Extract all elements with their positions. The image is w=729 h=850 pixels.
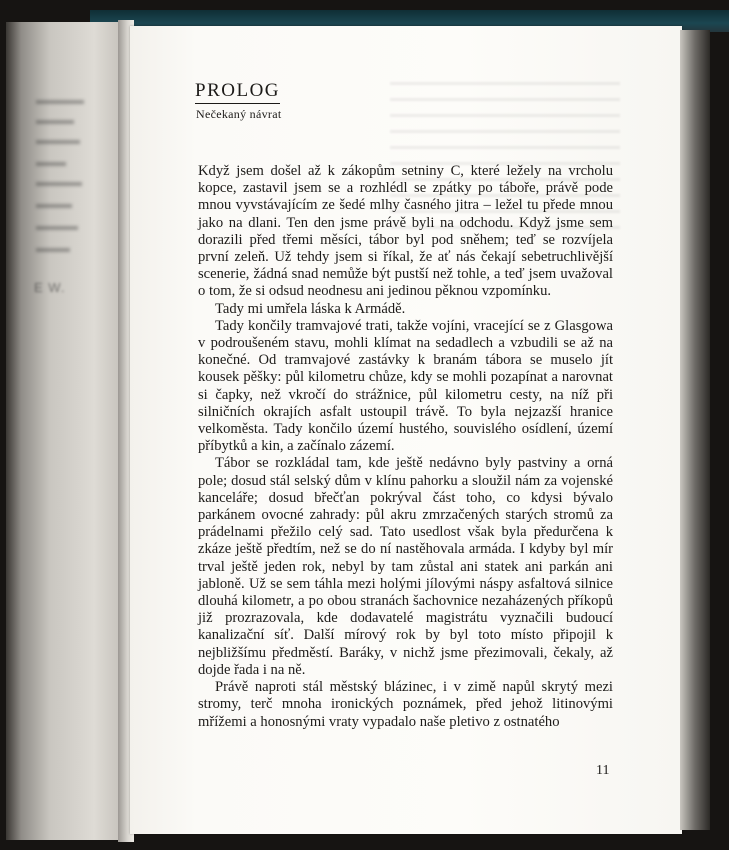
page-edge-shadow <box>680 30 710 830</box>
left-page-partial-text: E W. <box>34 280 66 295</box>
page-number: 11 <box>596 763 610 778</box>
paragraph-1: Když jsem došel až k zákopům setniny C, které ležely na vrcholu kopce, zastavil jsem se a rozhlédl se zpátky po táboře, právě pode mnou vyvstávajícím ze šedé mlhy časného jitra – ležel tu přede mnou jako na dlani. Ten den jsme právě byli na odchodu. Když jsme sem dorazili před třemi měsíci, tábor byl pod sněhem; teď se rozvíjela první zeleň. Už tehdy jsem si říkal, že ať nás čekají sebetruchlivější scenerie, žádná snad nemůže být pustší než tohle, a teď jsem uvažoval o tom, že si odsud neodnesu ani jedinou pěknou vzpomínku. <box>198 163 613 300</box>
left-page-fragment <box>6 22 132 840</box>
body-text <box>198 163 613 731</box>
paragraph-2: Tady mi umřela láska k Armádě. <box>215 300 406 317</box>
chapter-subtitle: Nečekaný návrat <box>196 107 282 121</box>
paragraph-4: Tábor se rozkládal tam, kde ještě nedávno byly pastviny a orná pole; dosud stál selský dům v klínu pahorku a sloužil nám za vojenské kanceláře; dosud břečťan pokrýval část toho, co kdysi bývalo parkánem ovocné zahrady: půl akru zmrzačených starých stromů za prádelnami přežilo celý sad. Tato usedlost však byla předurčena k zkáze ještě předtím, než se do ní nastěhovala armáda. I kdyby byl mír trval ještě jeden rok, nebyl by tam zůstal ani statek ani parkán ani jabloně. Už se sem táhla mezi holými jílovými náspy asfaltová silnice dlouhá kilometr, a po obou stranách šachovnice nezaházených příkopů již prozrazovala, kde dodavatelé magistrátu vyznačili budoucí kanalizační síť. Další mírový rok by byl toto místo připojil k nejbližšímu předměstí. Baráky, v nichž jsme přezimovali, čekaly, až dojde řada i na ně. <box>198 455 613 678</box>
chapter-title: PROLOG <box>195 80 280 104</box>
paragraph-3: Tady končily tramvajové trati, takže vojíni, vracející se z Glasgowa v podroušeném stavu, mohli klímat na sedadlech a vzbudili se až na konečné. Od tramvajové zastávky k branám tábora se muselo jít kousek pěšky: půl kilometru chůze, kdy se mohli pozapínat a narovnat si čapky, než vkročí do strážnice, půl kilometru cesty, na níž při silničních okrajích asfalt ustoupil trávě. To byla nejzazší hranice velkoměsta. Tady končilo území hustého, souvislého osídlení, území příbytků a kin, a začínalo zázemí. <box>198 317 613 455</box>
paragraph-5: Právě naproti stál městský blázinec, i v zimě napůl skrytý mezi stromy, terč mnoha ironických poznámek, před jehož litinovými mřížemi a honosnými vraty vypadalo naše pletivo z ostnatého <box>198 679 613 730</box>
